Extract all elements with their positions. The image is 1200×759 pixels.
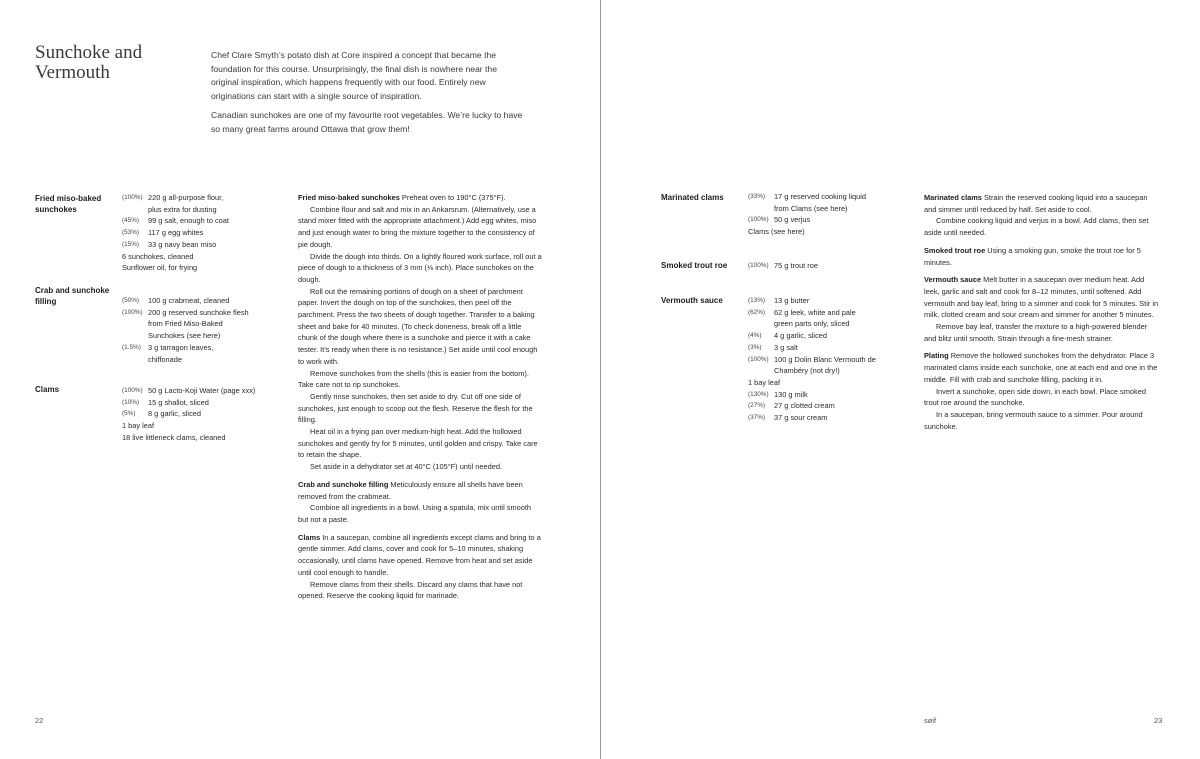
ingredient-text: 117 g egg whites <box>148 228 204 238</box>
method-lead-text: Using a smoking gun, smoke the trout roe for 5 minutes. <box>924 245 1141 267</box>
ingredient-row <box>748 260 908 272</box>
ingredient-text: Clams (see here) <box>748 227 805 237</box>
ingredient-percentage: (1.5%) <box>122 343 141 351</box>
method-step-heading: Fried miso-baked sunchokes <box>298 193 400 202</box>
ingredient-text: 6 sunchokes, cleaned <box>122 251 194 261</box>
ingredient-percentage: (45%) <box>122 217 140 225</box>
ingredient-row <box>748 191 908 214</box>
ingredient-percentage: (62%) <box>748 308 766 316</box>
ingredient-list <box>748 260 908 272</box>
ingredient-percentage: (15%) <box>122 240 140 248</box>
method-lead-paragraph <box>298 192 543 204</box>
ingredient-text: 33 g navy bean miso <box>148 239 217 249</box>
ingredient-row <box>748 354 908 377</box>
ingredient-row <box>122 262 282 274</box>
ingredient-list <box>122 192 282 274</box>
method-lead-paragraph <box>924 245 1160 268</box>
ingredient-text: 27 g clotted cream <box>774 401 835 411</box>
ingredient-list <box>748 295 908 424</box>
method-paragraph: Divide the dough into thirds. On a lightly floured work surface, roll out a piece of dough to a thickness of 3 mm (⅛ inch). Place sunchokes on the dough. <box>298 251 542 284</box>
ingredient-percentage: (4%) <box>748 332 762 340</box>
method-lead-paragraph <box>924 192 1160 215</box>
method-paragraph: Remove bay leaf, transfer the mixture to a high-powered blender and blitz until smooth. Strain through a fine-mesh strainer. <box>924 322 1148 343</box>
ingredient-percentage: (27%) <box>748 402 766 410</box>
method-paragraph: Roll out the remaining portions of dough on a sheet of parchment paper. Invert the dough on top of the sunchokes, then peel off the parchment. Press the two sheets of dough together. Transfer to a baking sheet and bake for 40 minutes. (To check doneness, break off a little chunk of the dough where there is a sunchoke and pierce it with a cake tester. It’s ready when there is no resistance.) Set aside until cool enough to work with. <box>298 286 538 366</box>
method-step-block <box>298 532 543 602</box>
ingredient-text: 3 g tarragon leaves, chiffonade <box>148 342 214 364</box>
ingredient-text: 100 g Dolin Blanc Vermouth de Chambéry (not dry!) <box>774 354 876 376</box>
ingredient-row <box>748 389 908 401</box>
ingredient-row <box>748 342 908 354</box>
ingredient-row <box>122 307 282 342</box>
method-paragraph: In a saucepan, bring vermouth sauce to a simmer. Pour around sunchoke. <box>924 409 1143 431</box>
ingredient-text: 13 g butter <box>774 296 810 305</box>
ingredient-text: 1 bay leaf <box>122 421 155 431</box>
section-heading-marinated-clams: Marinated clams <box>661 193 724 202</box>
page-number: 23 <box>1154 716 1163 725</box>
method-lead-text: Preheat oven to 190°C (375°F). <box>401 193 506 202</box>
method-lead-paragraph <box>298 479 543 502</box>
ingredient-text: 220 g all-purpose flour, plus extra for dusting <box>148 193 224 214</box>
method-column <box>298 192 543 608</box>
method-step-block <box>924 192 1160 239</box>
ingredient-list <box>122 295 282 365</box>
ingredient-text: 99 g salt, enough to coat <box>148 216 229 226</box>
method-paragraph: Invert a sunchoke, open side down, in each bowl. Place smoked trout roe around the sunchoke. <box>924 386 1146 408</box>
ingredient-text: 62 g leek, white and pale green parts only, sliced <box>774 307 856 329</box>
ingredient-row <box>122 408 282 420</box>
method-step-block <box>924 274 1160 344</box>
ingredient-percentage: (5%) <box>122 410 136 418</box>
ingredient-text: 100 g crabmeat, cleaned <box>148 296 230 305</box>
ingredient-percentage: (100%) <box>748 355 769 363</box>
ingredient-percentage: (13%) <box>748 297 766 304</box>
ingredient-text: 200 g reserved sunchoke flesh from Fried Miso-Baked Sunchokes (see here) <box>148 307 249 341</box>
ingredient-percentage: (100%) <box>122 194 143 201</box>
ingredient-row <box>122 215 282 227</box>
ingredient-text: 130 g milk <box>774 389 808 399</box>
ingredient-row <box>122 295 282 307</box>
recipe-title: Sunchoke and Vermouth <box>35 42 143 83</box>
ingredient-text: Sunflower oil, for frying <box>122 263 198 273</box>
ingredient-row <box>748 330 908 342</box>
ingredient-percentage: (53%) <box>122 229 140 237</box>
method-lead-text: Meticulously ensure all shells have been removed from the crabmeat. <box>298 479 523 501</box>
ingredient-text: 75 g trout roe <box>774 261 818 270</box>
intro-paragraph: Chef Clare Smyth’s potato dish at Core inspired a concept that became the foundation for this course. Unsurprisingly, the final dish is nowhere near the original inspiration, which happens frequently with our food. Entirely new originations can start with a single source of inspiration. <box>211 50 497 101</box>
ingredient-row <box>748 295 908 307</box>
ingredient-text: 50 g Lacto-Koji Water (page xxx) <box>148 386 256 395</box>
ingredient-row <box>122 385 282 397</box>
method-step-block <box>298 479 543 526</box>
ingredient-text: 8 g garlic, sliced <box>148 409 201 419</box>
method-paragraph: Set aside in a dehydrator set at 40°C (105°F) until needed. <box>310 462 503 472</box>
method-lead-paragraph <box>924 274 1160 321</box>
method-step-heading: Clams <box>298 532 321 542</box>
ingredient-row <box>122 397 282 409</box>
ingredient-list <box>748 191 908 238</box>
section-heading-smoked-trout-roe: Smoked trout roe <box>661 261 728 270</box>
ingredient-row <box>748 307 908 330</box>
method-paragraph: Combine cooking liquid and verjus in a bowl. Add clams, then set aside until needed. <box>924 216 1149 238</box>
ingredient-text: 1 bay leaf <box>748 377 781 387</box>
method-column <box>924 192 1160 438</box>
ingredient-percentage: (100%) <box>748 216 769 224</box>
running-head: søif <box>924 716 937 725</box>
method-lead-text: In a saucepan, combine all ingredients except clams and bring to a gentle simmer. Add clams, cover and cook for 5–10 minutes, shaking occasionally, until clams have opened. Remove from heat and set aside until cool enough to handle. <box>298 532 541 577</box>
ingredient-text: 50 g verjus <box>774 215 811 225</box>
method-paragraph: Heat oil in a frying pan over medium-high heat. Add the hollowed sunchokes and gently fry for 5 minutes, until golden and crispy. Take care to retain the shape. <box>298 427 538 460</box>
ingredient-row <box>122 432 282 444</box>
ingredient-percentage: (33%) <box>748 193 766 200</box>
ingredient-row <box>122 420 282 432</box>
ingredient-row <box>748 377 908 389</box>
method-paragraph: Combine flour and salt and mix in an Ankarsrum. (Alternatively, use a stand mixer fitted with the appropriate attachment.) Add egg whites, miso and just enough water to bring the mixture together to the consistency of pie dough. <box>298 204 537 249</box>
ingredient-row <box>748 226 908 238</box>
ingredient-text: 3 g salt <box>774 342 798 352</box>
ingredient-percentage: (37%) <box>748 414 766 422</box>
method-step-heading: Smoked trout roe <box>924 245 986 255</box>
section-heading-vermouth-sauce: Vermouth sauce <box>661 296 723 305</box>
section-heading-clams: Clams <box>35 385 60 394</box>
intro-text <box>211 49 526 143</box>
ingredient-text: 17 g reserved cooking liquid from Clams (see here) <box>774 192 867 213</box>
method-paragraph: Gently rinse sunchokes, then set aside to dry. Cut off one side of sunchokes, just enough to scoop out the flesh. Reserve the flesh for the filling. <box>298 391 533 425</box>
ingredient-row <box>122 239 282 251</box>
method-step-block <box>924 350 1160 432</box>
method-paragraph: Combine all ingredients in a bowl. Using a spatula, mix until smooth but not a paste. <box>298 503 532 524</box>
method-step-heading: Vermouth sauce <box>924 275 982 285</box>
ingredient-row <box>122 342 282 365</box>
method-paragraph: Remove clams from their shells. Discard any clams that have not opened. Reserve the cooking liquid for marinade. <box>298 579 523 601</box>
method-step-heading: Plating <box>924 351 949 361</box>
page-number: 22 <box>35 716 44 725</box>
section-heading-fried-miso-baked-sunchokes: Fried miso-baked sunchokes <box>35 194 102 214</box>
ingredient-row <box>122 227 282 239</box>
ingredient-percentage: (3%) <box>748 343 762 351</box>
method-step-block <box>298 192 543 473</box>
method-step-heading: Crab and sunchoke filling <box>298 479 389 489</box>
method-lead-text: Strain the reserved cooking liquid into a saucepan and simmer until reduced by half. Set aside to cool. <box>924 193 1148 214</box>
ingredient-row <box>122 251 282 263</box>
ingredient-text: 18 live littleneck clams, cleaned <box>122 432 226 442</box>
ingredient-percentage: (50%) <box>122 297 140 304</box>
intro-paragraph: Canadian sunchokes are one of my favourite root vegetables. We’re lucky to have so many great farms around Ottawa that grow them! <box>211 110 523 134</box>
ingredient-percentage: (10%) <box>122 398 140 406</box>
ingredient-list <box>122 385 282 444</box>
method-lead-text: Melt butter in a saucepan over medium heat. Add leek, garlic and salt and cook for 8–12 minutes, until softened. Add vermouth and bay leaf, bring to a simmer and cook for 5 minutes. Stir in milk, clotted cream and sour cream and simmer for another 5 minutes. <box>924 275 1159 320</box>
ingredient-percentage: (100%) <box>122 308 143 316</box>
ingredient-percentage: (100%) <box>748 262 769 269</box>
section-heading-crab-and-sunchoke-filling: Crab and sunchoke filling <box>35 286 110 306</box>
ingredient-row <box>748 400 908 412</box>
method-lead-paragraph <box>298 532 543 579</box>
ingredient-percentage: (100%) <box>122 387 143 394</box>
method-paragraph: Remove sunchokes from the shells (this is easier from the bottom). Take care not to rip sunchokes. <box>298 368 529 390</box>
ingredient-text: 37 g sour cream <box>774 413 828 423</box>
method-step-block <box>924 245 1160 268</box>
ingredient-text: 15 g shallot, sliced <box>148 397 209 407</box>
ingredient-row <box>748 214 908 226</box>
ingredient-row <box>122 192 282 215</box>
method-lead-text: Remove the hollowed sunchokes from the dehydrator. Place 3 marinated clams inside each sunchoke, one at each end and one in the middle. Fill with crab and sunchoke filling, packing it in. <box>924 351 1158 384</box>
method-step-heading: Marinated clams <box>924 193 982 202</box>
right-page <box>601 0 1200 759</box>
ingredient-text: 4 g garlic, sliced <box>774 331 827 341</box>
method-lead-paragraph <box>924 350 1160 385</box>
ingredient-row <box>748 412 908 424</box>
ingredient-percentage: (130%) <box>748 390 769 398</box>
